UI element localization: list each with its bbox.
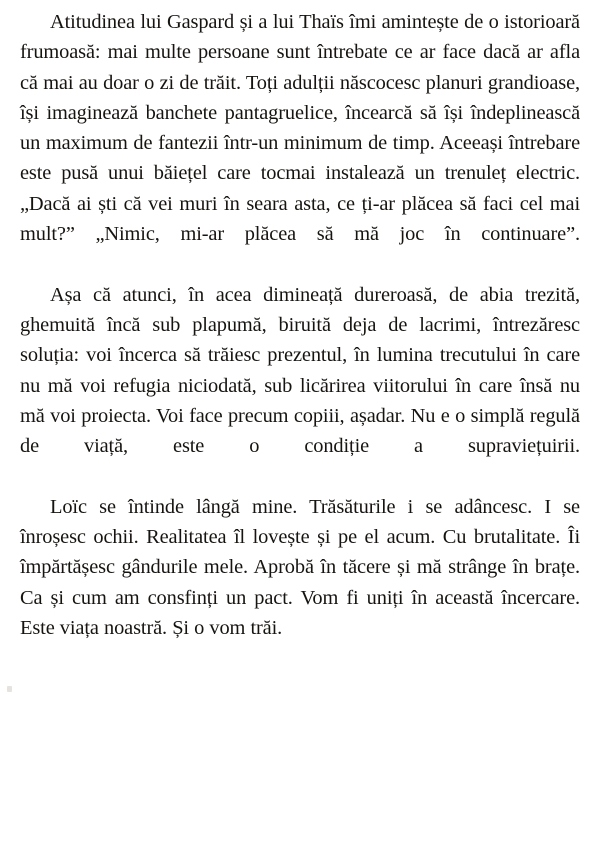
paragraph-2: Așa că atunci, în acea dimineață dureroasă, de abia trezită, ghemuită încă sub plapumă, biruită deja de lacrimi, întrezăresc soluția: voi încerca să trăiesc prezentul, în lumina trecutului în care nu mă voi refugia niciodată, sub licărirea viitorului în care însă nu mă voi proiecta. Voi face precum copiii, așadar. Nu e o simplă regulă de viață, este o condiție a supraviețuirii. (20, 283, 580, 458)
paragraph-1: Atitudinea lui Gaspard și a lui Thaïs îmi amintește de o istorioară frumoasă: mai multe persoane sunt întrebate ce ar face dacă ar afla că mai au doar o zi de trăit. Toți adulții născocesc planuri grandioase, își imaginează banchete pantagruelice, încearcă să își îndeplinească un maximum de fantezii într-un minimum de timp. Aceeași întrebare este pusă unui băiețel care tocmai instalează un trenuleț electric. „Dacă ai ști că vei muri în seara asta, ce ți-ar plăcea să faci cel mai mult?” „Nimic, mi-ar plăcea să mă joc în continuare”. (20, 11, 580, 246)
body-text-block (20, 7, 580, 643)
paragraph-3: Loïc se întinde lângă mine. Trăsăturile i se adâncesc. I se înroșesc ochii. Realitatea îl lovește și pe el acum. Cu brutalitate. Îi împărtășesc gândurile mele. Aprobă în tăcere și mă strânge în brațe. Ca și cum am consfinți un pact. Vom fi uniți în această încercare. Este viața noastră. Și o vom trăi. (20, 495, 580, 639)
scan-speck-artifact (7, 686, 12, 692)
